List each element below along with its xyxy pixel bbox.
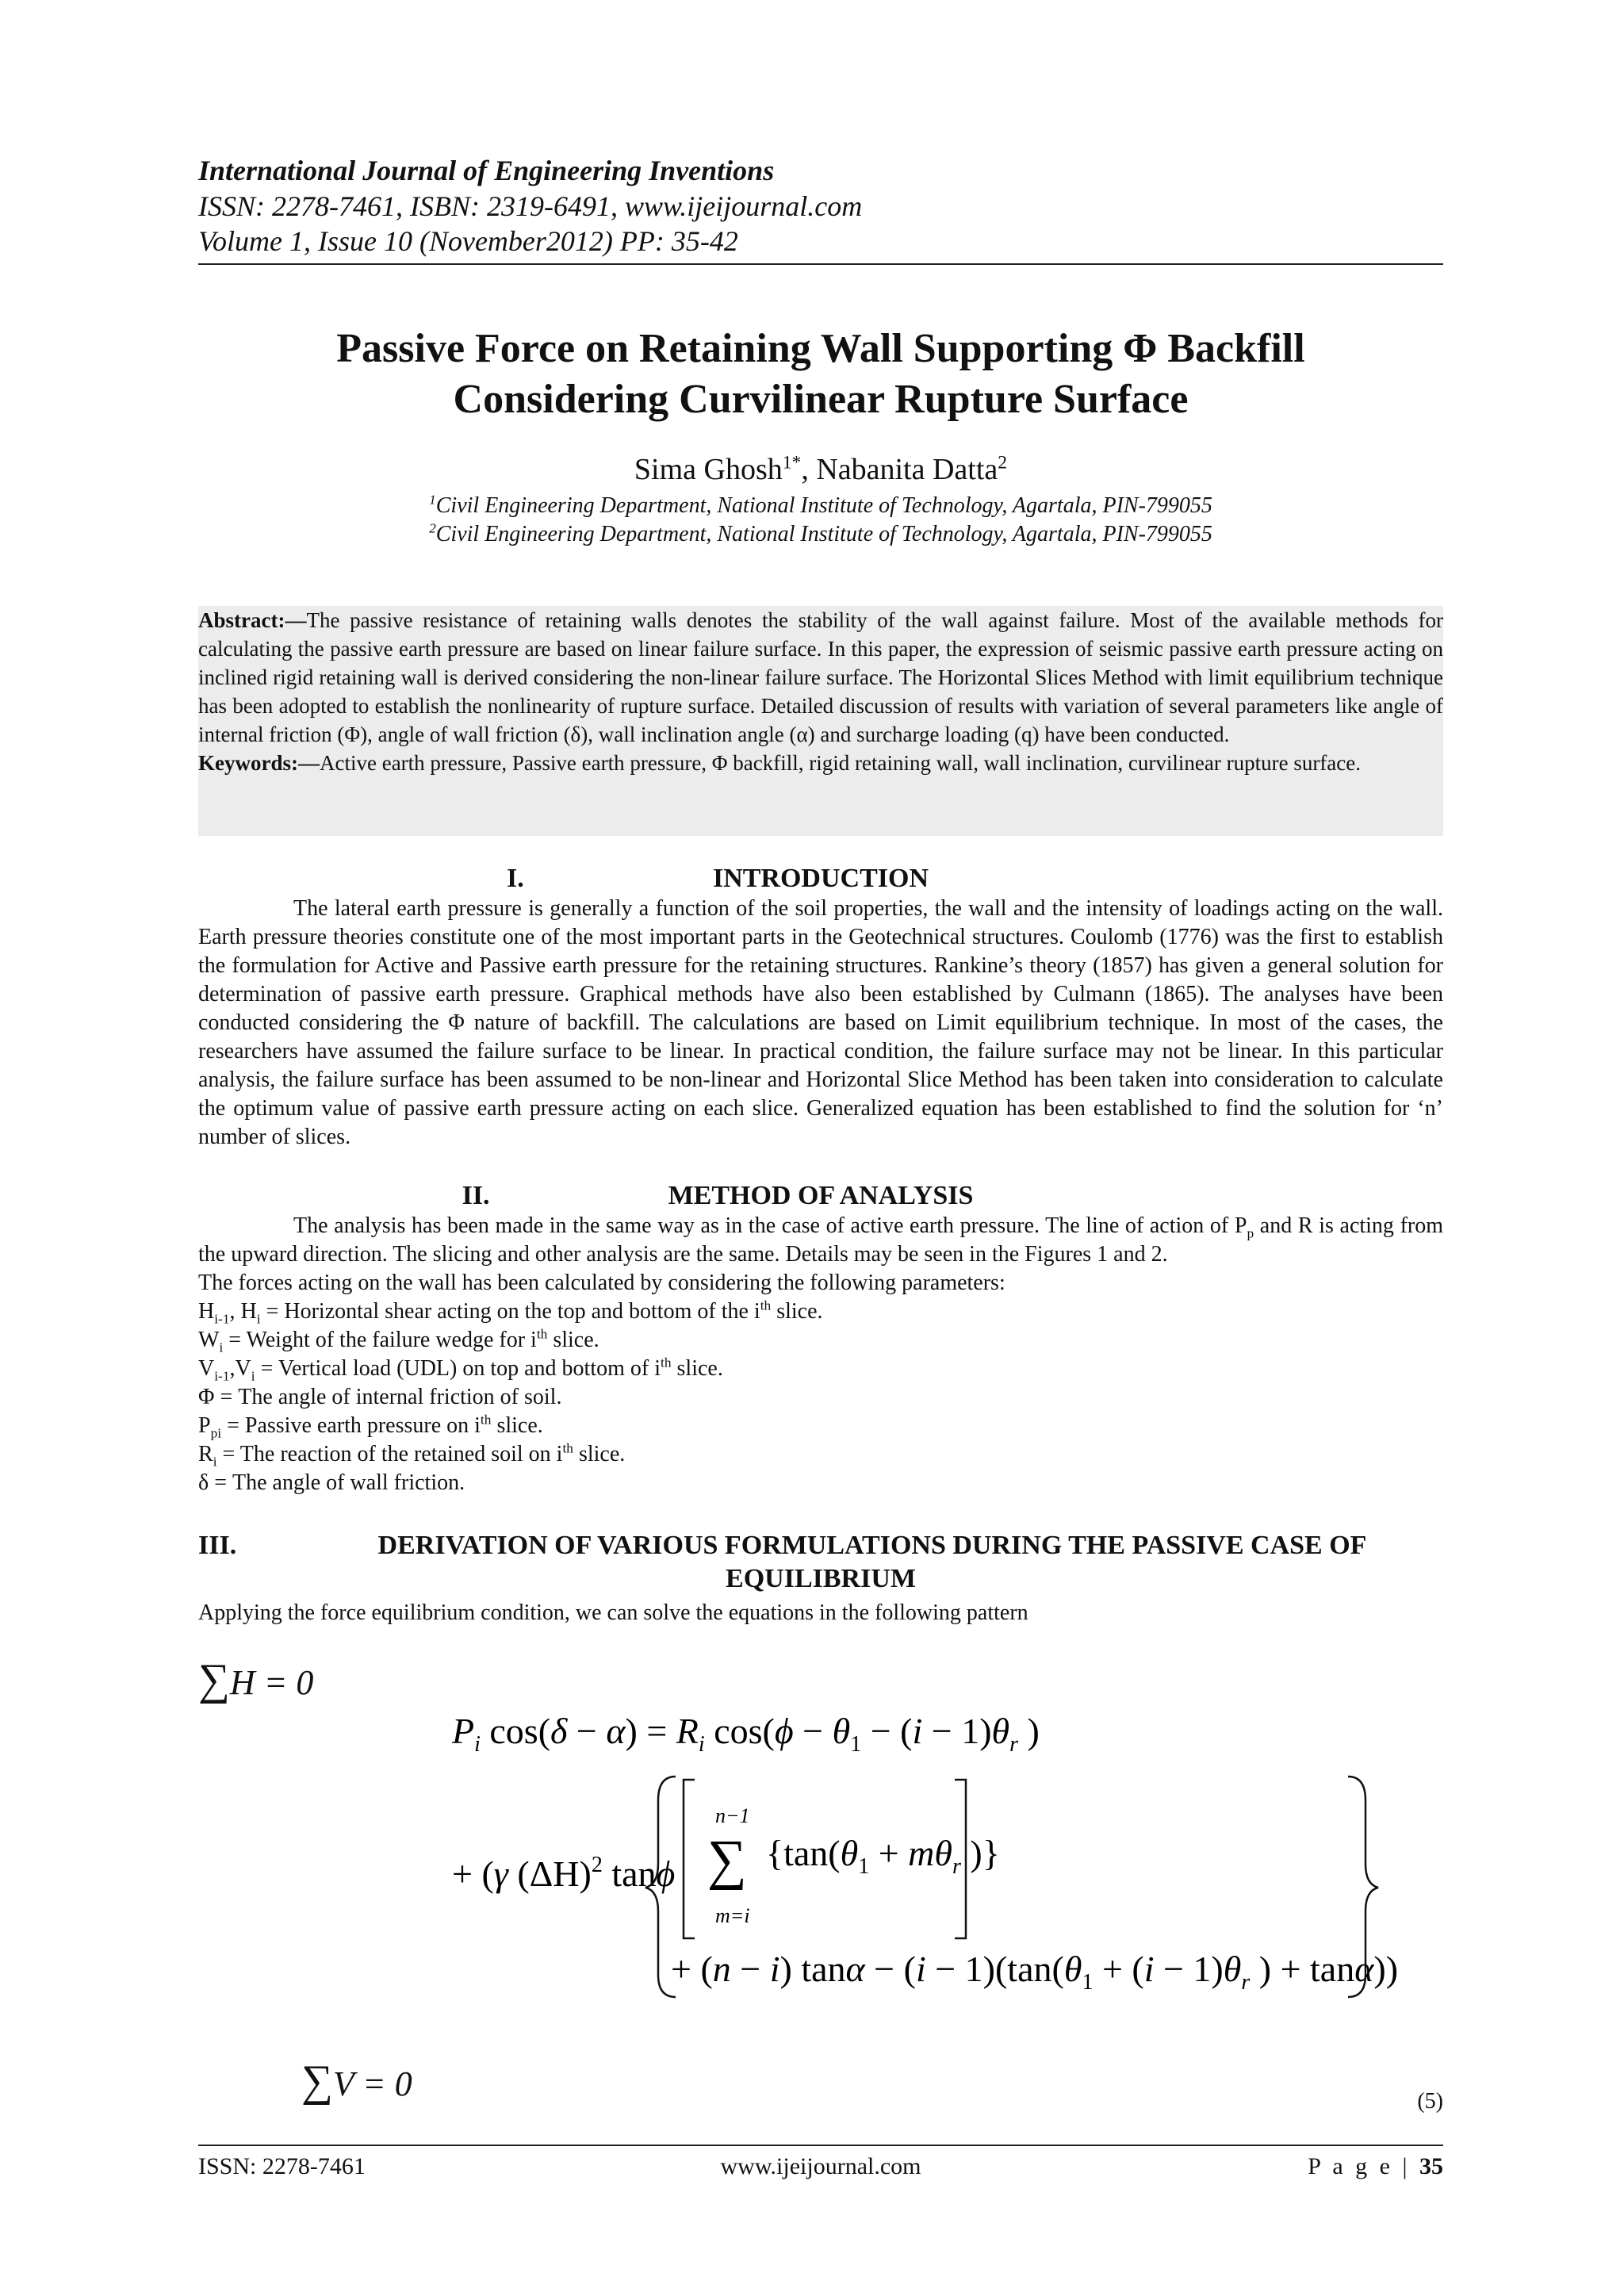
footer-page: [1308, 2151, 1443, 2183]
footer-page-label: P a g e: [1308, 2153, 1393, 2179]
method-intro-b: and R is acting from the upward direction. The slicing and other analysis are the same. Details may be seen in the Figures 1 and 2.: [198, 1213, 1444, 1267]
journal-name: International Journal of Engineering Inventions: [198, 155, 775, 186]
footer-rule: [198, 2145, 1443, 2146]
journal-issn: ISSN: 2278-7461, ISBN: 2319-6491, www.ijeijournal.com: [198, 190, 863, 222]
svg-text:m=i: m=i: [715, 1904, 750, 1927]
section-3-number: III.: [198, 1531, 237, 1560]
section-3-title-line-2: EQUILIBRIUM: [726, 1564, 916, 1593]
introduction-paragraph: The lateral earth pressure is generally a function of the soil properties, the wall and the intensity of loadings acting on the wall. Earth pressure theories constitute one of the most important parts in the Geotechnical structures. Coulomb (1776) was the first to establish the formulation for Active and Passive earth pressure for the retaining structures. Rankine’s theory (1857) has given a general solution for determination of passive earth pressure. Graphical methods have also been established by Culmann (1865). The analyses have been conducted considering the Φ nature of backfill. The calculations are based on Limit equilibrium technique. In most of the cases, the researchers have assumed the failure surface to be linear. In practical condition, the failure surface may not be linear. In this particular analysis, the failure surface has been assumed to be non-linear and Horizontal Slice Method has been taken into consideration to calculate the optimum value of passive earth pressure acting on each slice. Generalized equation has been established to find the solution for ‘n’ number of slices.: [198, 896, 1443, 1149]
section-1-title: INTRODUCTION: [712, 864, 929, 893]
journal-header: [198, 152, 1443, 259]
section-1-heading: [198, 863, 1443, 895]
sum-v-text: V = 0: [332, 2064, 412, 2103]
author-separator: ,: [801, 453, 817, 486]
title-line-2: Considering Curvilinear Rupture Surface: [453, 377, 1189, 422]
affiliation-2: [198, 520, 1443, 549]
affiliation-1-text: Civil Engineering Department, National Institute of Technology, Agartala, PIN-799055: [435, 493, 1212, 518]
svg-text:n−1: n−1: [715, 1804, 750, 1827]
sigma-symbol: ∑: [198, 1655, 230, 1704]
abstract: [198, 606, 1443, 777]
affiliation-2-sup: 2: [429, 520, 436, 536]
journal-volume: Volume 1, Issue 10 (November2012) PP: 35-42: [198, 225, 738, 257]
abstract-text: The passive resistance of retaining walls denotes the stability of the wall against failure. Most of the available methods for calculating the passive earth pressure are based on linear failure surface. In this paper, the expression of seismic passive earth pressure acting on inclined rigid retaining wall is derived considering the non-linear failure surface. The Horizontal Slices Method with limit equilibrium technique has been adopted to establish the nonlinearity of rupture surface. Detailed discussion of results with variation of several parameters like angle of internal friction (Φ), angle of wall friction (δ), wall inclination angle (α) and surcharge loading (q) have been conducted.: [198, 608, 1443, 746]
svg-text:+ (γ (ΔH)2 tanϕ: + (γ $(\Delta H)^2$ tanϕ: [452, 1853, 676, 1894]
method-intro-sub: p: [1247, 1225, 1254, 1241]
param-r: $R_i$ = The reaction of the retained soil on $i^{th}$ slice.: [198, 1440, 626, 1470]
section-3-heading: [198, 1529, 1443, 1596]
section-3-intro: Applying the force equilibrium condition, we can solve the equations in the following pattern: [198, 1600, 1028, 1625]
param-phi: Φ = The angle of internal friction of soil.: [198, 1385, 562, 1409]
paper-title: [198, 324, 1443, 425]
section-1-number: I.: [506, 864, 524, 893]
affiliation-1-sup: 1: [429, 492, 436, 508]
param-h: $H_{i-1}$, $H_i$ = Horizontal shear acting on the top and bottom of the $i^{th}$ slice.: [198, 1297, 823, 1327]
author-2: Nabanita Datta: [816, 453, 998, 486]
method-intro-a: The analysis has been made in the same way as in the case of active earth pressure. The line of action of P: [293, 1213, 1247, 1238]
passive-equilibrium-equation: [428, 1697, 1411, 1999]
affiliation-2-text: Civil Engineering Department, National Institute of Technology, Agartala, PIN-799055: [435, 522, 1212, 546]
authors: [198, 450, 1443, 489]
author-1-sup: 1*: [782, 452, 802, 473]
author-2-sup: 2: [998, 452, 1008, 473]
sum-h-equation: [198, 1654, 313, 1705]
keywords-text: Active earth pressure, Passive earth pressure, Φ backfill, rigid retaining wall, wall inclination, curvilinear rupture surface.: [319, 751, 1362, 775]
section-3-title-line-1: DERIVATION OF VARIOUS FORMULATIONS DURING THE PASSIVE CASE OF: [377, 1531, 1367, 1560]
header-rule: [198, 263, 1443, 265]
svg-text:Pi cos(δ − α) = Ri cos(ϕ − θ1: $P_i$ $\cos(\delta - \alpha) = R_i$ $\cos(\phi - \theta_1 - (i - 1)\theta_r$ ): [452, 1711, 1040, 1757]
affiliation-1: [198, 492, 1443, 520]
svg-text:∑: ∑: [707, 1830, 747, 1891]
footer-page-number: 35: [1419, 2153, 1443, 2179]
footer-page-separator: |: [1392, 2153, 1419, 2179]
abstract-label: Abstract:—: [198, 608, 307, 632]
method-intro: [198, 1212, 1443, 1269]
author-1: Sima Ghosh: [634, 453, 783, 486]
footer-website: www.ijeijournal.com: [720, 2153, 921, 2179]
equation-number: (5): [1417, 2089, 1443, 2114]
section-2-title: METHOD OF ANALYSIS: [668, 1181, 974, 1210]
param-p: $P_{pi}$ = Passive earth pressure on $i^{th}$ slice.: [198, 1412, 543, 1441]
footer-issn: ISSN: 2278-7461: [198, 2153, 366, 2179]
param-w: $W_i$ = Weight of the failure wedge for $i^{th}$ slice.: [198, 1326, 599, 1355]
section-2-number: II.: [462, 1181, 490, 1210]
title-line-1: Passive Force on Retaining Wall Supporting Φ Backfill: [336, 326, 1305, 371]
sum-h-text: H = 0: [229, 1663, 314, 1702]
keywords-label: Keywords:—: [198, 751, 320, 775]
sigma-symbol-v: ∑: [301, 2056, 333, 2106]
param-v: $V_{i-1},V_i$ = Vertical load (UDL) on top and bottom of $i^{th}$ slice.: [198, 1355, 723, 1384]
param-delta: δ = The angle of wall friction.: [198, 1470, 465, 1495]
svg-text:+ (n − i) tanα − (i − 1)(tan(θ: + (n − i) $\tan\alpha - (i - 1)(\tan(\theta_1 + (i - 1)\theta_r$ ) + tanα)): [671, 1949, 1399, 1995]
sum-v-equation: [301, 2056, 412, 2106]
method-forces-line: The forces acting on the wall has been calculated by considering the following parameters:: [198, 1271, 1005, 1295]
section-2-heading: [198, 1180, 1443, 1212]
svg-text:{tan(θ1 + mθr )}: {$\tan(\theta_1 + m\theta_r$ )}: [766, 1833, 1000, 1879]
method-paragraph: [198, 1212, 1443, 1497]
